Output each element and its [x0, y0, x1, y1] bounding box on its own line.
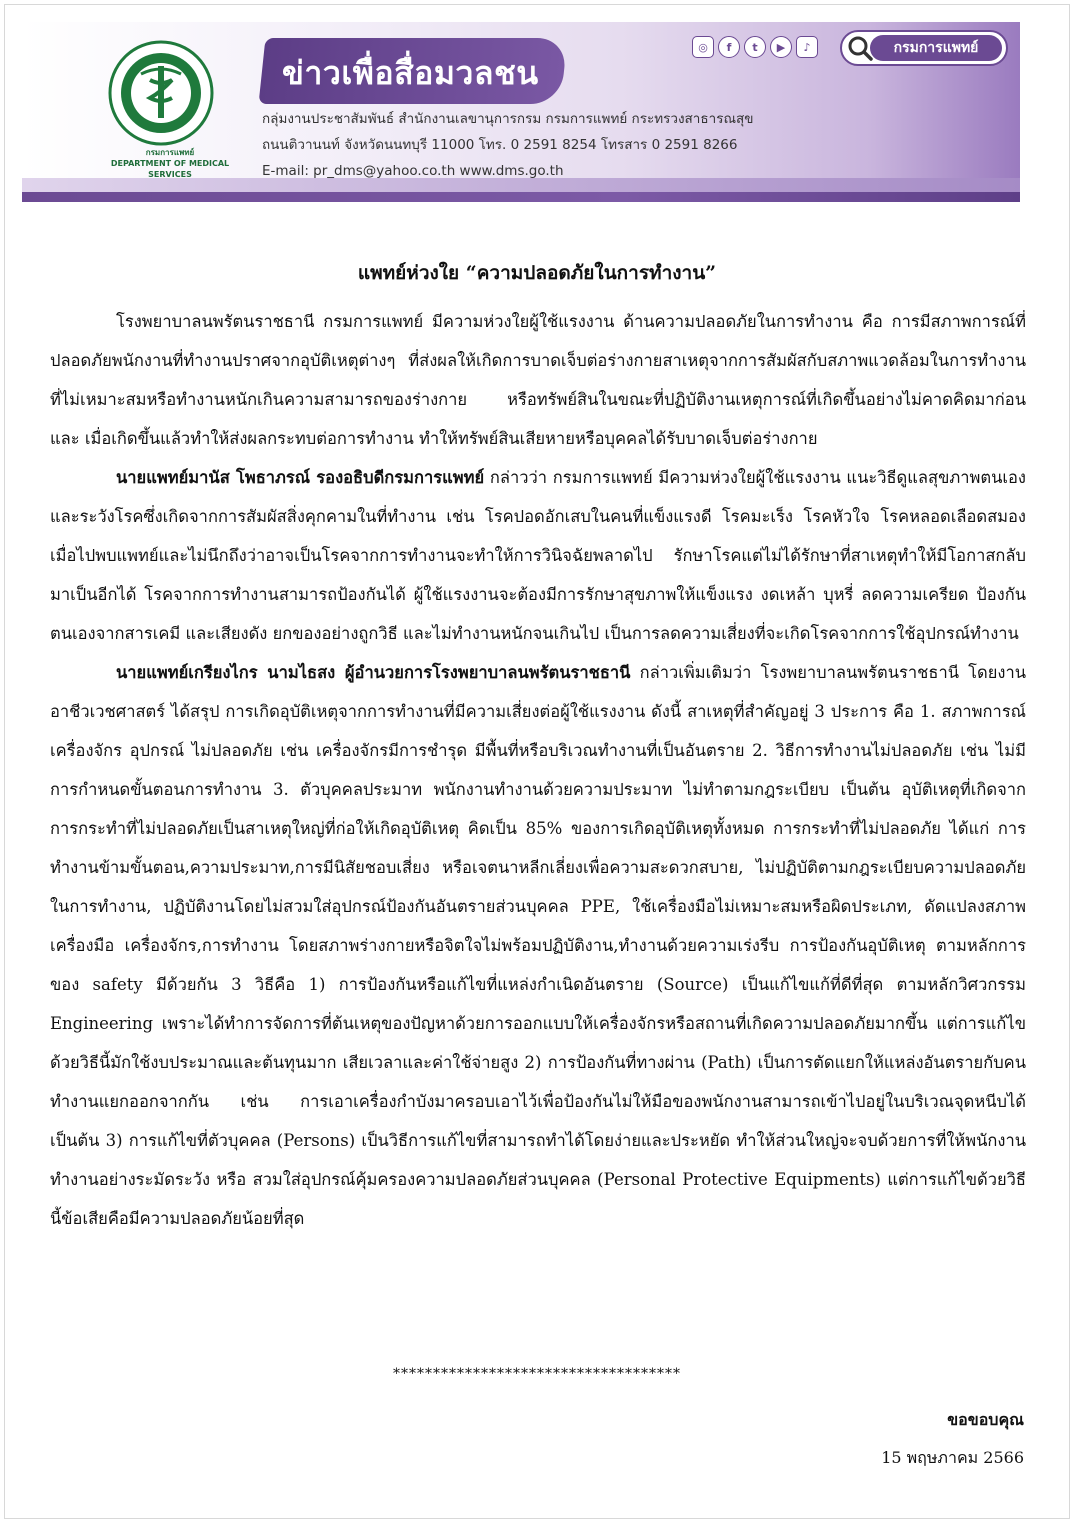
thanks-text: ขอขอบคุณ: [947, 1410, 1024, 1429]
paragraph-3-text: กล่าวเพิ่มเติมว่า โรงพยาบาลนพรัตนราชธานี โดยงานอาชีวเวชศาสตร์ ได้สรุป การเกิดอุบัติเหตุจากการทำงานที่มีความเสี่ยงต่อผู้ใช้แรงงาน ดังนี้ สาเหตุที่สำคัญอยู่ 3 ประการ คือ 1. สภาพการณ์ เครื่องจักร อุปกรณ์ ไม่ปลอดภัย เช่น เครื่องจักรมีการชำรุด มีพื้นที่หรือบริเวณทำงานที่เป็นอันตราย 2. วิธีการทำงานไม่ปลอดภัย เช่น ไม่มีการกำหนดขั้นตอนการทำงาน 3. ตัวบุคคลประมาท พนักงานทำงานด้วยความประมาท ไม่ทำตามกฎระเบียบ เป็นต้น อุบัติเหตุที่เกิดจากการกระทำที่ไม่ปลอดภัยเป็นสาเหตุใหญ่ที่ก่อให้เกิดอุบัติเหตุ คิดเป็น 85% ของการเกิดอุบัติเหตุทั้งหมด การกระทำที่ไม่ปลอดภัย ได้แก่ การทำงานข้ามขั้นตอน,ความประมาท,การมีนิสัยชอบเสี่ยง หรือเจตนาหลีกเลี่ยงเพื่อความสะดวกสบาย, ไม่ปฏิบัติตามกฎระเบียบความปลอดภัยในการทำงาน, ปฏิบัติงานโดยไม่สวมใส่อุปกรณ์ป้องกันอันตรายส่วนบุคคล PPE, ใช้เครื่องมือไม่เหมาะสมหรือผิดประเภท, ดัดแปลงสภาพเครื่องมือ เครื่องจักร,การทำงาน โดยสภาพร่างกายหรือจิตใจไม่พร้อมปฏิบัติงาน,ทำงานด้วยความเร่งรีบ การป้องกันอุบัติเหตุ ตามหลักการของ safety มีด้วยกัน 3 วิธีคือ 1) การป้องกันหรือแก้ไขที่แหล่งกำเนิดอันตราย (Source) เป็นแก้ไขแก้ที่ดีที่สุด ตามหลักวิศวกรรม Engineering เพราะได้ทำการจัดการที่ต้นเหตุของปัญหาด้วยการออกแบบให้เครื่องจักรหรือสถานที่เกิดความปลอดภัยมากขึ้น แต่การแก้ไขด้วยวิธีนี้มักใช้งบประมาณและต้นทุนมาก เสียเวลาและค่าใช้จ่ายสูง 2) การป้องกันที่ทางผ่าน (Path) เป็นการตัดแยกให้แหล่งอันตรายกับคนทำงานแยกออกจากกัน เช่น การเอาเครื่องกำบังมาครอบเอาไว้เพื่อป้องกันไม่ให้มือของพนักงานสามารถเข้าไปอยู่ในบริเวณจุดหนีบได้ เป็นต้น 3) การแก้ไขที่ตัวบุคคล (Persons) เป็นวิธีการแก้ไขที่สามารถทำได้โดยง่ายและประหยัด ทำให้ส่วนใหญ่จะจบด้วยการที่ให้พนักงานทำงานอย่างระมัดระวัง หรือ สวมใส่อุปกรณ์คุ้มครองความปลอดภัยส่วนบุคคล (Personal Protective Equipments) แต่การแก้ไขด้วยวิธีนี้ข้อเสียคือมีความปลอดภัยน้อยที่สุด: [50, 663, 1026, 1228]
separator: ************************************: [393, 1366, 681, 1382]
header-title: ข่าวเพื่อสื่อมวลชน: [282, 54, 539, 92]
contact-line-2: ถนนติวานนท์ จังหวัดนนทบุรี 11000 โทร. 0 2591 8254 โทรสาร 0 2591 8266: [262, 137, 738, 153]
paragraph-2-text: กล่าวว่า กรมการแพทย์ มีความห่วงใยผู้ใช้แรงงาน แนะวิธีดูแลสุขภาพตนเองและระวังโรคซึ่งเกิดจากการสัมผัสสิ่งคุกคามในที่ทำงาน เช่น โรคปอดอักเสบในคนที่แข็งแรงดี โรคมะเร็ง โรคหัวใจ โรคหลอดเลือดสมอง เมื่อไปพบแพทย์และไม่นึกถึงว่าอาจเป็นโรคจากการทำงานจะทำให้การวินิจฉัยพลาดไป รักษาโรคแต่ไม่ได้รักษาที่สาเหตุทำให้มีโอกาสกลับมาเป็นอีกได้ โรคจากการทำงานสามารถป้องกันได้ ผู้ใช้แรงงานจะต้องมีการรักษาสุขภาพให้แข็งแรง งดเหล้า บุหรี่ ลดความเครียด ป้องกันตนเองจากสารเคมี และเสียงดัง ยกของอย่างถูกวิธี และไม่ทำงานหนักจนเกินไป เป็นการลดความเสี่ยงที่จะเกิดโรคจากการใช้อุปกรณ์ทำงาน: [50, 468, 1026, 643]
speaker-2-name: นายแพทย์เกรียงไกร นามไธสง ผู้อำนวยการโรงพยาบาลนพรัตนราชธานี: [116, 663, 631, 682]
ministry-logo-icon: [108, 40, 214, 146]
paragraph-2: [50, 458, 1026, 653]
twitter-icon[interactable]: t: [744, 36, 766, 58]
social-icons: [692, 36, 818, 58]
logo-caption-thai: กรมการแพทย์: [145, 148, 195, 157]
article-body: [50, 302, 1026, 1238]
contact-line-1: กลุ่มงานประชาสัมพันธ์ สำนักงานเลขานุการกรม กรมการแพทย์ กระทรวงสาธารณสุข: [262, 111, 754, 127]
search-label[interactable]: กรมการแพทย์: [870, 35, 1002, 61]
paragraph-3: [50, 653, 1026, 1238]
logo-caption: [100, 147, 240, 180]
search-pill[interactable]: [840, 30, 1008, 66]
contact-block: [262, 106, 753, 184]
contact-line-3: E-mail: pr_dms@yahoo.co.th www.dms.go.th: [262, 163, 564, 179]
instagram-icon[interactable]: ◎: [692, 36, 714, 58]
paragraph-1: โรงพยาบาลนพรัตนราชธานี กรมการแพทย์ มีความห่วงใยผู้ใช้แรงงาน ด้านความปลอดภัยในการทำงาน คือ การมีสภาพการณ์ที่ปลอดภัยพนักงานที่ทำงานปราศจากอุบัติเหตุต่างๆ ที่ส่งผลให้เกิดการบาดเจ็บต่อร่างกายสาเหตุจากการสัมผัสกับสภาพแวดล้อมในการทำงานที่ไม่เหมาะสมหรือทำงานหนักเกินความสามารถของร่างกาย หรือทรัพย์สินในขณะที่ปฏิบัติงานเหตุการณ์ที่เกิดขึ้นอย่างไม่คาดคิดมาก่อน และ เมื่อเกิดขึ้นแล้วทำให้ส่งผลกระทบต่อการทำงาน ทำให้ทรัพย์สินเสียหายหรือบุคคลได้รับบาดเจ็บต่อร่างกาย: [50, 312, 1026, 448]
logo-caption-en: DEPARTMENT OF MEDICAL SERVICES: [110, 159, 230, 179]
article-title: แพทย์ห่วงใย “ความปลอดภัยในการทำงาน”: [357, 262, 717, 284]
facebook-icon[interactable]: f: [718, 36, 740, 58]
tiktok-icon[interactable]: ♪: [796, 36, 818, 58]
youtube-icon[interactable]: ▶: [770, 36, 792, 58]
date-text: 15 พฤษภาคม 2566: [881, 1448, 1024, 1467]
header-banner-stripe: [22, 192, 1020, 202]
speaker-1-name: นายแพทย์มานัส โพธาภรณ์ รองอธิบดีกรมการแพทย์: [116, 468, 485, 487]
